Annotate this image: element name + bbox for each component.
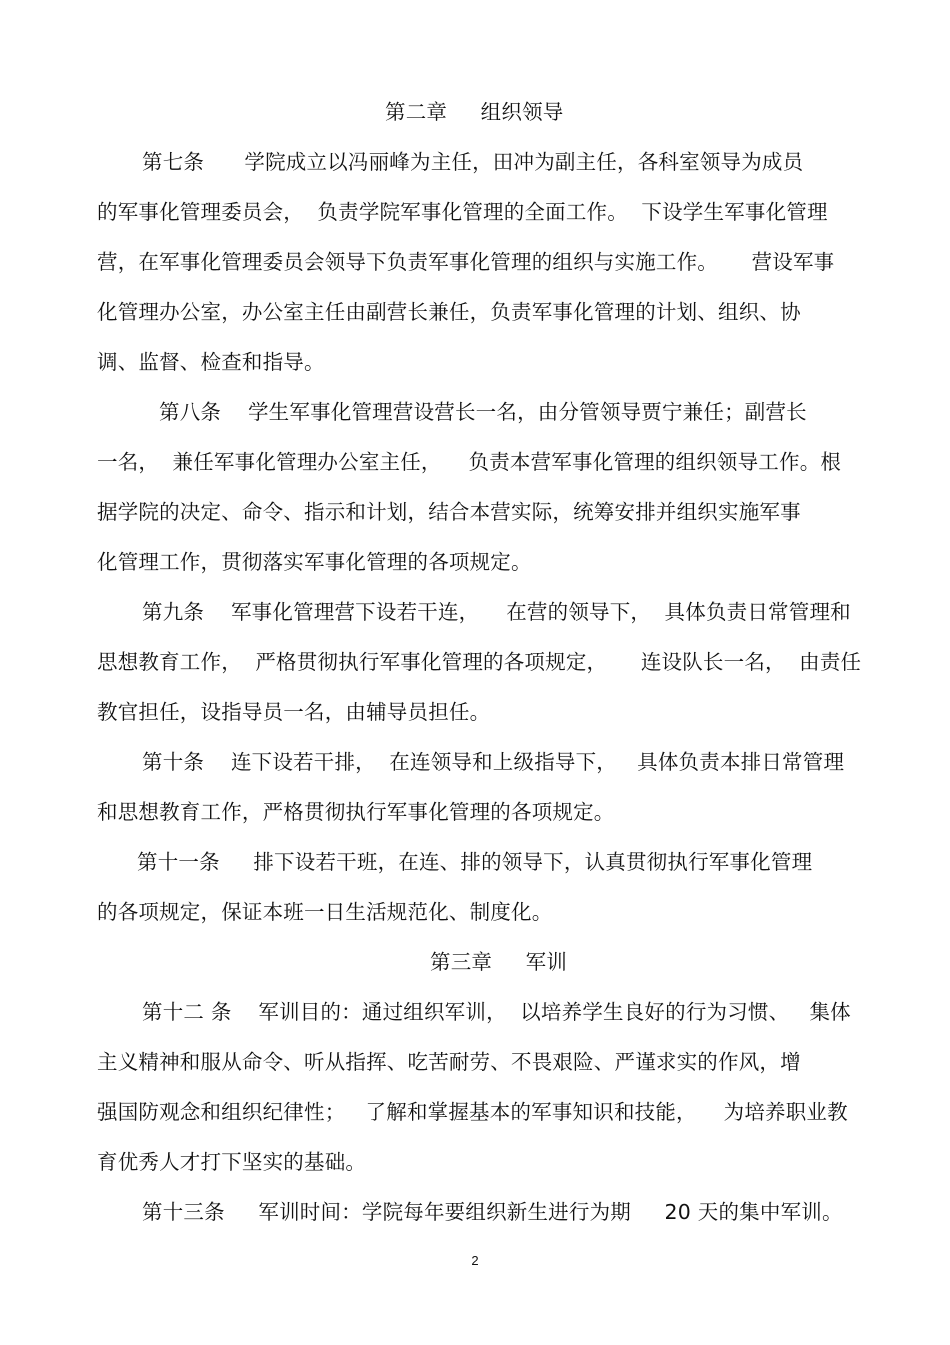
- article-11-line: 第十一条 排下设若干班，在连、排的领导下，认真贯彻执行军事化管理: [137, 850, 813, 874]
- article-7-line: 营，在军事化管理委员会领导下负责军事化管理的组织与实施工作。 营设军事: [97, 250, 835, 274]
- article-12-line: 主义精神和服从命令、听从指挥、吃苦耐劳、不畏艰险、严谨求实的作风，增: [97, 1050, 801, 1074]
- article-12-line: 第十二 条 军训目的：通过组织军训， 以培养学生良好的行为习惯、 集体: [142, 1000, 851, 1024]
- article-9-line: 第九条 军事化管理营下设若干连， 在营的领导下， 具体负责日常管理和: [142, 600, 851, 624]
- article-10-line: 和思想教育工作，严格贯彻执行军事化管理的各项规定。: [97, 800, 615, 824]
- article-8-line: 第八条 学生军事化管理营设营长一名，由分管领导贾宁兼任；副营长: [159, 400, 807, 424]
- article-9-line: 教官担任，设指导员一名，由辅导员担任。: [97, 700, 491, 724]
- page-number: 2: [471, 1253, 479, 1268]
- article-12-line: 育优秀人才打下坚实的基础。: [97, 1150, 367, 1174]
- article-8-line: 一名， 兼任军事化管理办公室主任， 负责本营军事化管理的组织领导工作。根: [97, 450, 842, 474]
- article-8-line: 据学院的决定、命令、指示和计划，结合本营实际，统筹安排并组织实施军事: [97, 500, 801, 524]
- article-10-line: 第十条 连下设若干排， 在连领导和上级指导下， 具体负责本排日常管理: [142, 750, 845, 774]
- article-7-line: 的军事化管理委员会， 负责学院军事化管理的全面工作。 下设学生军事化管理: [97, 200, 828, 224]
- article-7-line: 第七条 学院成立以冯丽峰为主任，田冲为副主任，各科室领导为成员: [142, 150, 804, 174]
- article-12-line: 强国防观念和组织纪律性； 了解和掌握基本的军事知识和技能， 为培养职业教: [97, 1100, 848, 1124]
- article-9-line: 思想教育工作， 严格贯彻执行军事化管理的各项规定， 连设队长一名， 由责任: [97, 650, 862, 674]
- article-8-line: 化管理工作，贯彻落实军事化管理的各项规定。: [97, 550, 532, 574]
- chapter-2-heading: 第二章 组织领导: [385, 100, 564, 124]
- article-7-line: 调、监督、检查和指导。: [97, 350, 325, 374]
- chapter-3-heading: 第三章 军训: [430, 950, 568, 974]
- article-11-line: 的各项规定，保证本班一日生活规范化、制度化。: [97, 900, 553, 924]
- article-13: 第十三条 军训时间：学院每年要组织新生进行为期 20 天的集中军训。: [142, 1200, 843, 1224]
- article-7-line: 化管理办公室，办公室主任由副营长兼任，负责军事化管理的计划、组织、协: [97, 300, 801, 324]
